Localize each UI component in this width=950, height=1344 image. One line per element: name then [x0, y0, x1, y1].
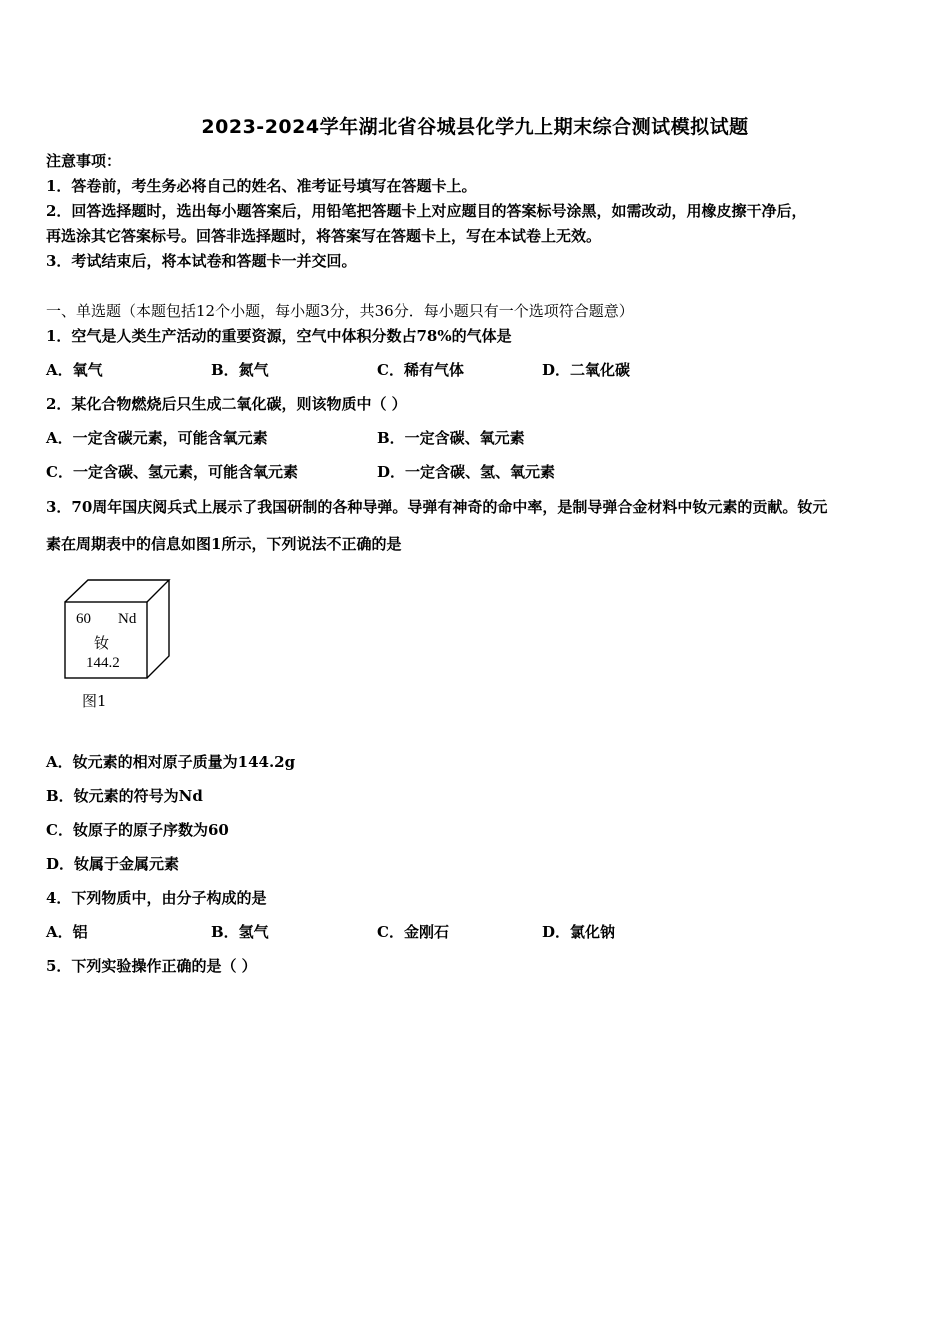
q4-option-d[interactable]: D．氯化钠: [542, 923, 616, 941]
element-atomic-mass: 144.2: [86, 655, 120, 671]
q2-option-a[interactable]: A．一定含碳元素，可能含氧元素: [46, 429, 268, 447]
question-3-stem-line1: 3．70周年国庆阅兵式上展示了我国研制的各种导弹。导弹有神奇的命中率，是制导弹合金材料中钕元素的贡献。钕元: [46, 498, 828, 516]
notice-item: 3．考试结束后，将本试卷和答题卡一并交回。: [46, 252, 357, 270]
exam-title: 2023-2024学年湖北省谷城县化学九上期末综合测试模拟试题: [201, 116, 749, 138]
element-symbol: Nd: [118, 611, 137, 627]
q4-option-c[interactable]: C．金刚石: [377, 923, 449, 941]
q1-option-a[interactable]: A．氧气: [46, 361, 103, 379]
q3-option-b[interactable]: B．钕元素的符号为Nd: [46, 787, 203, 805]
notice-item: 2．回答选择题时，选出每小题答案后，用铅笔把答题卡上对应题目的答案标号涂黑，如需改动，用橡皮擦干净后，: [46, 202, 807, 220]
q4-option-a[interactable]: A．铝: [46, 923, 88, 941]
notice-heading: 注意事项：: [46, 152, 122, 170]
q4-option-b[interactable]: B．氢气: [211, 923, 269, 941]
q3-option-a[interactable]: A．钕元素的相对原子质量为144.2g: [46, 753, 296, 771]
q2-option-d[interactable]: D．一定含碳、氢、氧元素: [377, 463, 556, 481]
question-1-stem: 1．空气是人类生产活动的重要资源，空气中体积分数占78%的气体是: [46, 327, 512, 345]
q2-option-c[interactable]: C．一定含碳、氢元素，可能含氧元素: [46, 463, 298, 481]
figure-caption: 图1: [82, 692, 107, 710]
q3-option-c[interactable]: C．钕原子的原子序数为60: [46, 821, 229, 839]
q2-option-b[interactable]: B．一定含碳、氧元素: [377, 429, 525, 447]
element-name: 钕: [94, 634, 110, 652]
question-5-stem: 5．下列实验操作正确的是（ ）: [46, 957, 257, 975]
section-heading: 一、单选题（本题包括12个小题，每小题3分，共36分．每小题只有一个选项符合题意）: [46, 302, 634, 320]
question-3-stem-line2: 素在周期表中的信息如图1所示，下列说法不正确的是: [46, 535, 402, 553]
q3-option-d[interactable]: D．钕属于金属元素: [46, 855, 180, 873]
q1-option-d[interactable]: D．二氧化碳: [542, 361, 631, 379]
question-4-stem: 4．下列物质中，由分子构成的是: [46, 889, 267, 907]
question-2-stem: 2．某化合物燃烧后只生成二氧化碳，则该物质中（ ）: [46, 395, 407, 413]
element-atomic-number: 60: [76, 611, 91, 627]
cube-top-face: [65, 580, 169, 602]
q1-option-c[interactable]: C．稀有气体: [377, 361, 464, 379]
element-cell-figure: [62, 577, 174, 681]
cube-side-face: [147, 580, 169, 678]
notice-item: 1．答卷前，考生务必将自己的姓名、准考证号填写在答题卡上。: [46, 177, 477, 195]
q1-option-b[interactable]: B．氮气: [211, 361, 269, 379]
notice-item: 再选涂其它答案标号。回答非选择题时，将答案写在答题卡上，写在本试卷上无效。: [46, 227, 602, 245]
